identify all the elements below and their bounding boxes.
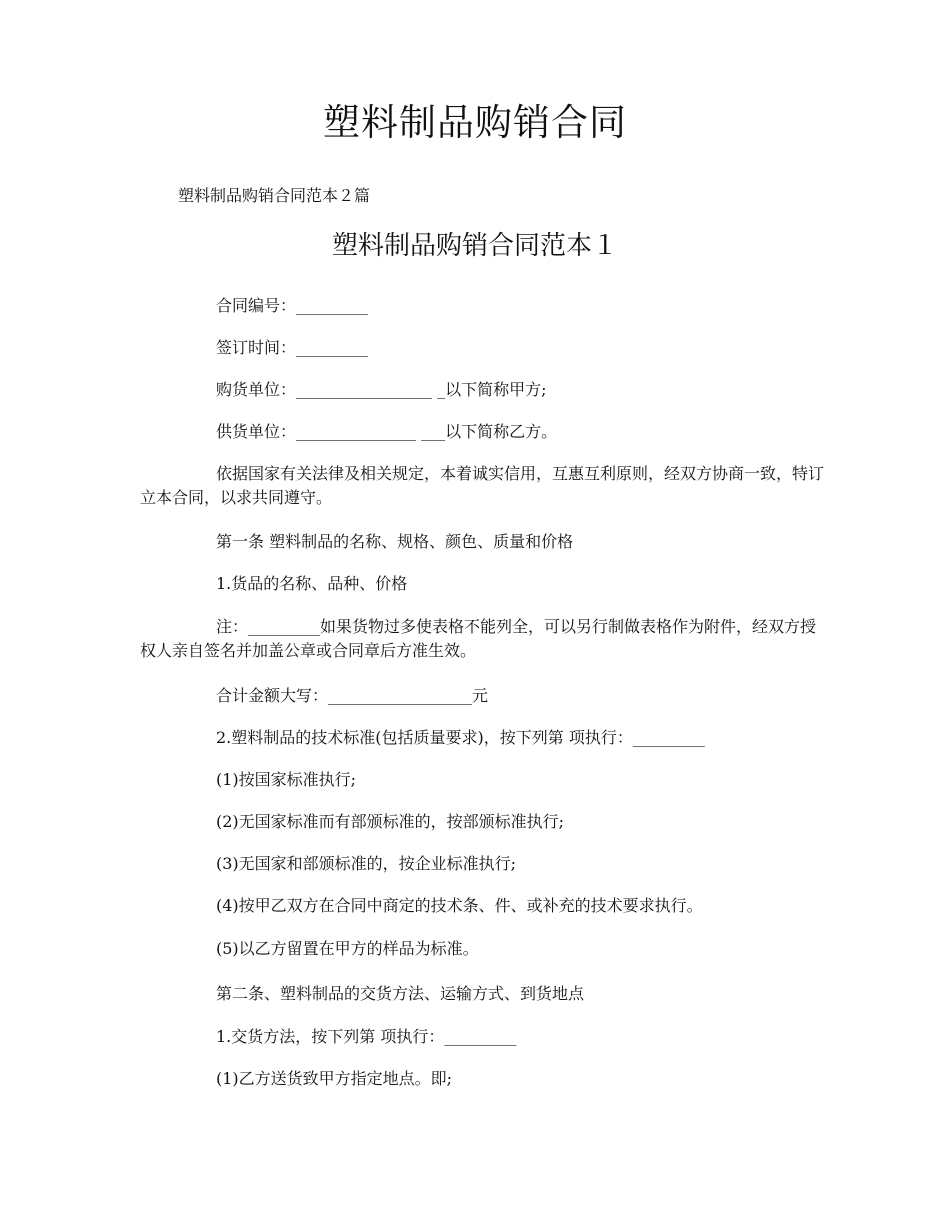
item-2-1-blank: _________ <box>444 1027 517 1046</box>
buyer-line <box>216 378 547 402</box>
note-paragraph <box>140 615 830 663</box>
article-2-title: 第二条、塑料制品的交货方法、运输方式、到货地点 <box>216 984 585 1003</box>
sign-time-line <box>216 336 368 360</box>
contract-number-label: 合同编号： <box>216 296 297 315</box>
document-subtitle: 塑料制品购销合同范本１ <box>331 231 618 261</box>
supplier-blank: _______________ <box>296 422 417 441</box>
note-blank: _________ <box>248 617 321 636</box>
total-amount-suffix: 元 <box>472 686 489 705</box>
supplier-suffix: ___以下简称乙方。 <box>416 422 558 441</box>
item-1-2-blank: _________ <box>632 728 705 747</box>
buyer-suffix: _以下简称甲方; <box>432 380 547 399</box>
sign-time-blank: _________ <box>296 338 369 357</box>
standard-option-4: (4)按甲乙双方在合同中商定的技术条、件、或补充的技术要求执行。 <box>216 896 703 915</box>
item-1-2-text: 2.塑料制品的技术标准(包括质量要求)，按下列第 项执行： <box>216 728 633 747</box>
intro-line: 塑料制品购销合同范本２篇 <box>178 186 371 205</box>
total-amount-label: 合计金额大写： <box>216 686 329 705</box>
total-amount-blank: __________________ <box>328 686 473 705</box>
item-2-1-text: 1.交货方法，按下列第 项执行： <box>216 1027 445 1046</box>
standard-option-5: (5)以乙方留置在甲方的样品为标准。 <box>216 939 479 958</box>
contract-number-blank: _________ <box>296 296 369 315</box>
note-label: 注： <box>216 617 249 636</box>
buyer-label: 购货单位： <box>216 380 297 399</box>
standard-option-1: (1)按国家标准执行; <box>216 770 357 789</box>
item-2-1 <box>216 1025 516 1049</box>
contract-number-line <box>216 294 368 318</box>
document-title: 塑料制品购销合同 <box>323 101 627 144</box>
standard-option-3: (3)无国家和部颁标准的，按企业标准执行; <box>216 854 517 873</box>
item-1-2 <box>216 726 705 750</box>
supplier-line <box>216 420 557 444</box>
delivery-option-1: (1)乙方送货致甲方指定地点。即; <box>216 1069 453 1088</box>
article-1-title: 第一条 塑料制品的名称、规格、颜色、质量和价格 <box>216 532 574 551</box>
preamble-paragraph: 依据国家有关法律及相关规定，本着诚实信用，互惠互利原则，经双方协商一致，特订立本合同，以求共同遵守。 <box>140 464 825 507</box>
total-amount-line <box>216 684 488 708</box>
buyer-blank: _________________ <box>296 380 433 399</box>
sign-time-label: 签订时间： <box>216 338 297 357</box>
standard-option-2: (2)无国家标准而有部颁标准的，按部颁标准执行; <box>216 812 565 831</box>
supplier-label: 供货单位： <box>216 422 297 441</box>
note-text: 如果货物过多使表格不能列全，可以另行制做表格作为附件，经双方授权人亲自签名并加盖公章或合同章后方准生效。 <box>140 617 817 660</box>
item-1-1: 1.货品的名称、品种、价格 <box>216 574 408 593</box>
